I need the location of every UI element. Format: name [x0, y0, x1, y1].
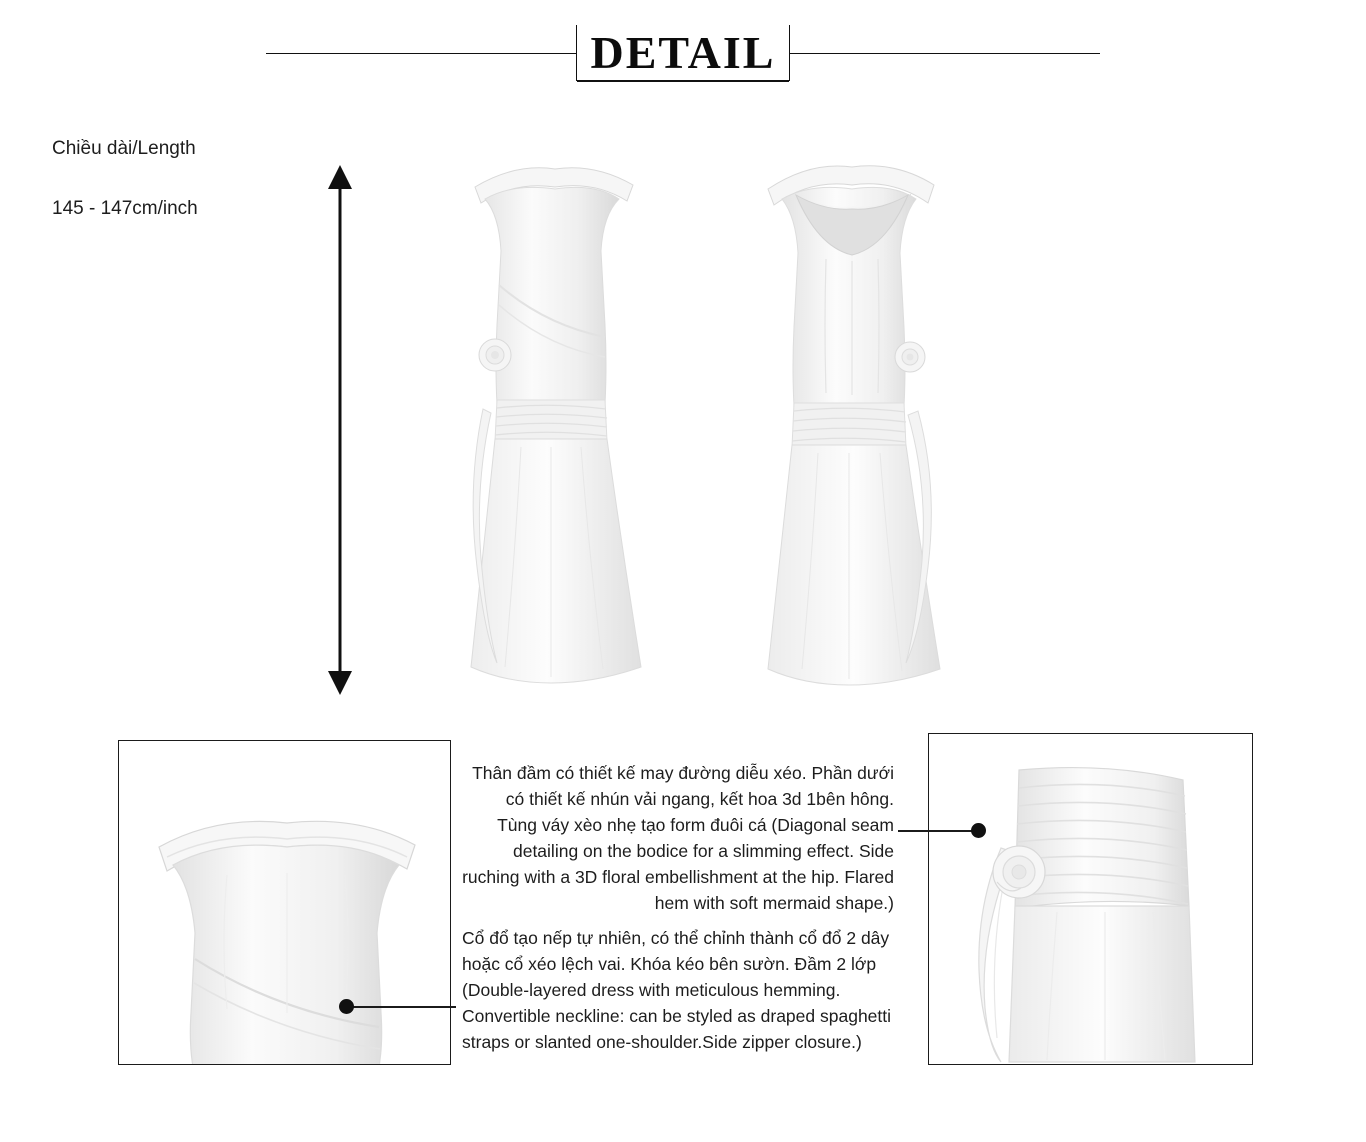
- leader-line-bodice: [348, 1006, 456, 1008]
- page-title: DETAIL: [590, 27, 776, 78]
- dress-front-view: [455, 155, 655, 695]
- length-label: [52, 104, 198, 254]
- title-underline: [577, 80, 790, 82]
- bodice-neckline-detail: [147, 813, 427, 1065]
- header-rule-right: [790, 53, 1100, 54]
- hip-detail-box: [928, 733, 1253, 1065]
- page-title-box: [576, 25, 791, 81]
- length-label-line2: 145 - 147cm/inch: [52, 198, 198, 219]
- leader-line-hip: [898, 830, 978, 832]
- annotation-neckline-closure: Cổ đổ tạo nếp tự nhiên, có thể chỉnh thành cổ đổ 2 dây hoặc cổ xéo lệch vai. Khóa kéo bên sườn. Đầm 2 lớp (Double-layered dress with meticulous hemming. Convertible neckline: can be styled as draped spaghetti straps or slanted one-shoulder.Side zipper closure.): [462, 928, 892, 1052]
- leader-dot-hip: [971, 823, 986, 838]
- header-rule-left: [266, 53, 576, 54]
- page-header: [0, 14, 1366, 92]
- bodice-detail-box: [118, 740, 451, 1065]
- length-label-line1: Chiều dài/Length: [52, 138, 196, 159]
- dress-back-view: [752, 155, 952, 695]
- annotation-body-design: Thân đầm có thiết kế may đường diễu xéo. Phần dưới có thiết kế nhún vải ngang, kết hoa 3d 1bên hông. Tùng váy xèo nhẹ tạo form đuôi cá (Diagonal seam detailing on the bodice for a slimming effect. Side ruching with a 3D floral embellishment at the hip. Flared hem with soft mermaid shape.): [462, 763, 894, 913]
- hip-ruching-floral-detail: [957, 756, 1233, 1065]
- leader-dot-bodice: [339, 999, 354, 1014]
- length-measure-arrow-icon: [320, 165, 360, 695]
